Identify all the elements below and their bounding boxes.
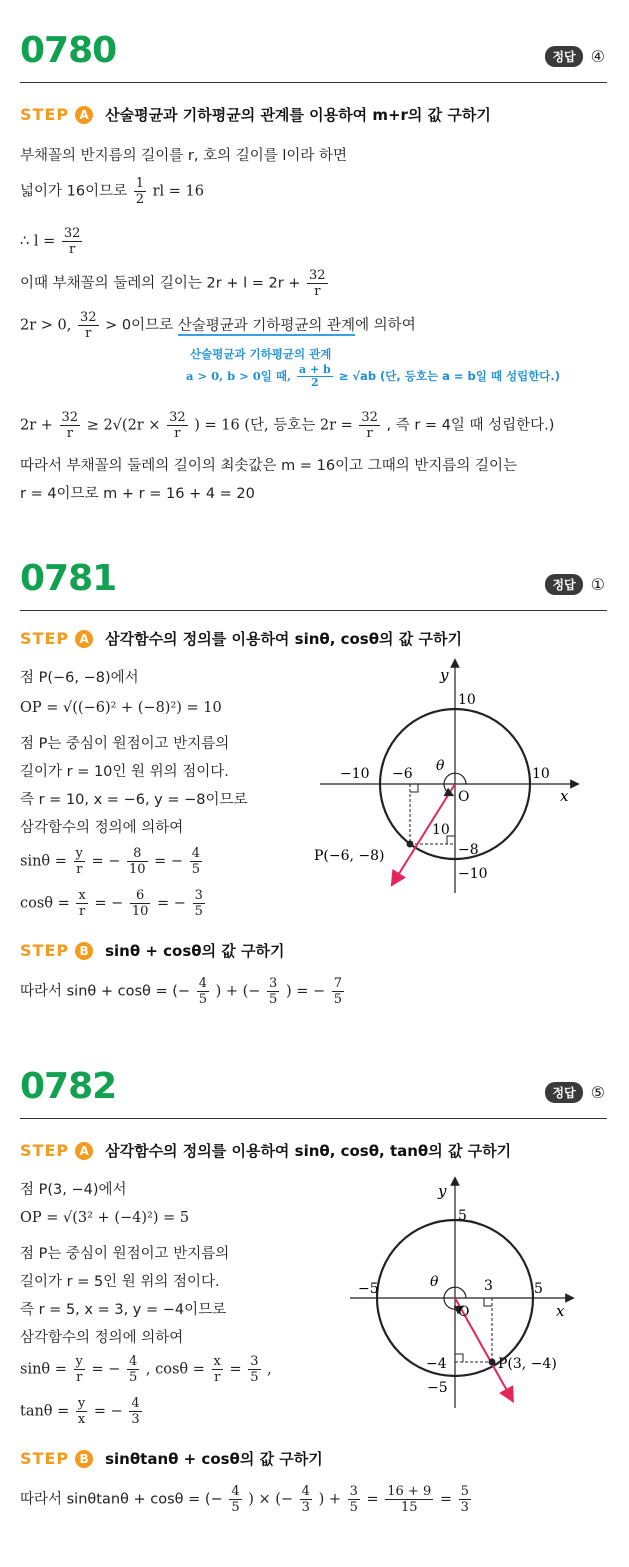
tick-bottom: −10 — [458, 866, 488, 882]
problem-number: 0780 — [20, 30, 117, 71]
hint-body: a > 0, b > 0일 때, $\frac{a + b}{2}$ ≥ √ab (단, 등호는 a = b일 때 성립한다.) — [186, 363, 561, 389]
label-minus6: −6 — [392, 766, 413, 782]
step-title: sinθtanθ + cosθ의 값 구하기 — [105, 1450, 323, 1468]
theta-label: θ — [436, 758, 445, 774]
origin-label: O — [458, 1304, 470, 1320]
line: 이때 부채꼴의 둘레의 길이는 2r + l = 2r + $\frac{32}{r}$ — [20, 268, 326, 299]
line: 부채꼴의 반지름의 길이를 r, 호의 길이를 l이라 하면 — [20, 148, 348, 164]
step-a-heading: STEP A 삼각함수의 정의를 이용하여 sinθ, cosθ의 값 구하기 — [20, 629, 462, 648]
divider — [20, 82, 607, 83]
label-three: 3 — [484, 1278, 493, 1294]
line: 점 P(−6, −8)에서 — [20, 670, 139, 686]
step-title: 산술평균과 기하평균의 관계를 이용하여 m+r의 값 구하기 — [105, 106, 491, 124]
answer-badge: 정답 — [545, 1082, 582, 1103]
line: OP = √(3² + (−4)²) = 5 — [20, 1210, 190, 1226]
problem-number: 0781 — [20, 558, 117, 599]
line: 점 P(3, −4)에서 — [20, 1182, 127, 1198]
sin-cos-line: sinθ = $\frac{y}{r}$ = − $\frac{4}{5}$ , cosθ = $\frac{x}{r}$ = $\frac{3}{5}$ , — [20, 1354, 272, 1385]
tick-left: −5 — [358, 1281, 379, 1297]
step-a-heading: STEP A 삼각함수의 정의를 이용하여 sinθ, cosθ, tanθ의 값 구하기 — [20, 1141, 512, 1160]
sin-line: sinθ = $\frac{y}{r}$ = − $\frac{8}{10}$ = − $\frac{4}{5}$ — [20, 846, 200, 877]
answer-value: ① — [590, 575, 605, 594]
line: 2r + $\frac{32}{r}$ ≥ 2√(2r × $\frac{32}{r}$ ) = 16 (단, 등호는 2r = $\frac{32}{r}$ , 즉 r = 4일 때 성립한다.) — [20, 410, 555, 441]
label-minus8: −8 — [458, 842, 479, 858]
line: OP = √((−6)² + (−8)²) = 10 — [20, 700, 222, 716]
x-axis-label: x — [560, 787, 569, 805]
unit-circle-diagram — [330, 1176, 600, 1416]
problem-0781 — [0, 558, 629, 1028]
step-title: 삼각함수의 정의를 이용하여 sinθ, cosθ, tanθ의 값 구하기 — [105, 1142, 512, 1160]
answer-area — [545, 574, 605, 595]
unit-circle-diagram — [300, 658, 590, 898]
tick-bottom: −5 — [427, 1380, 448, 1396]
tick-right: 5 — [534, 1281, 543, 1297]
divider — [20, 610, 607, 611]
tick-right: 10 — [532, 766, 550, 782]
step-a-heading: STEP A 산술평균과 기하평균의 관계를 이용하여 m+r의 값 구하기 — [20, 105, 491, 124]
line: 즉 r = 10, x = −6, y = −8이므로 — [20, 792, 248, 808]
problem-0782 — [0, 1066, 629, 1566]
point-p-label: P(−6, −8) — [314, 848, 385, 864]
tick-top: 10 — [458, 692, 476, 708]
line: 길이가 r = 5인 원 위의 점이다. — [20, 1274, 220, 1290]
step-title: 삼각함수의 정의를 이용하여 sinθ, cosθ의 값 구하기 — [105, 630, 462, 648]
line: 즉 r = 5, x = 3, y = −4이므로 — [20, 1302, 227, 1318]
line: 점 P는 중심이 원점이고 반지름의 — [20, 1246, 230, 1262]
y-axis-label: y — [438, 1182, 447, 1200]
line: 넓이가 16이므로 $\frac{1}{2}$ rl = 16 — [20, 176, 204, 207]
step-b-heading: STEP B sinθ + cosθ의 값 구하기 — [20, 941, 285, 960]
x-axis-label: x — [556, 1302, 565, 1320]
tick-left: −10 — [340, 766, 370, 782]
step-title: sinθ + cosθ의 값 구하기 — [105, 942, 285, 960]
problem-0780 — [0, 30, 629, 510]
result-line: 따라서 sinθ + cosθ = (− $\frac{4}{5}$ ) + (− $\frac{3}{5}$ ) = − $\frac{7}{5}$ — [20, 976, 343, 1007]
line: r = 4이므로 m + r = 16 + 4 = 20 — [20, 486, 255, 502]
cos-line: cosθ = $\frac{x}{r}$ = − $\frac{6}{10}$ = − $\frac{3}{5}$ — [20, 888, 203, 919]
divider — [20, 1118, 607, 1119]
line: 점 P는 중심이 원점이고 반지름의 — [20, 736, 230, 752]
line: 삼각함수의 정의에 의하여 — [20, 820, 184, 836]
step-b-heading: STEP B sinθtanθ + cosθ의 값 구하기 — [20, 1449, 323, 1468]
line: 삼각함수의 정의에 의하여 — [20, 1330, 184, 1346]
answer-value: ⑤ — [590, 1083, 605, 1102]
answer-value: ④ — [590, 47, 605, 66]
answer-area — [545, 46, 605, 67]
answer-area — [545, 1082, 605, 1103]
theta-label: θ — [430, 1274, 439, 1290]
label-ten: 10 — [432, 822, 450, 838]
label-minus4: −4 — [426, 1356, 447, 1372]
result-line: 따라서 sinθtanθ + cosθ = (− $\frac{4}{5}$ ) × (− $\frac{4}{3}$ ) + $\frac{3}{5}$ = $\frac{16 + 9}{15}$ = $\frac{5}{3}$ — [20, 1484, 469, 1515]
y-axis-label: y — [440, 666, 449, 684]
answer-badge: 정답 — [545, 574, 582, 595]
hint-title: 산술평균과 기하평균의 관계 — [190, 347, 332, 361]
problem-number: 0782 — [20, 1066, 117, 1107]
origin-label: O — [458, 789, 470, 805]
line: 2r > 0, $\frac{32}{r}$ > 0이므로 산술평균과 기하평균의 관계에 의하여 — [20, 310, 416, 341]
line: ∴ l = $\frac{32}{r}$ — [20, 226, 81, 257]
tick-top: 5 — [458, 1208, 467, 1224]
line: 길이가 r = 10인 원 위의 점이다. — [20, 764, 229, 780]
answer-badge: 정답 — [545, 46, 582, 67]
line: 따라서 부채꼴의 둘레의 길이의 최솟값은 m = 16이고 그때의 반지름의 길이는 — [20, 458, 518, 474]
tan-line: tanθ = $\frac{y}{x}$ = − $\frac{4}{3}$ — [20, 1396, 140, 1427]
point-p-label: P(3, −4) — [498, 1356, 557, 1372]
